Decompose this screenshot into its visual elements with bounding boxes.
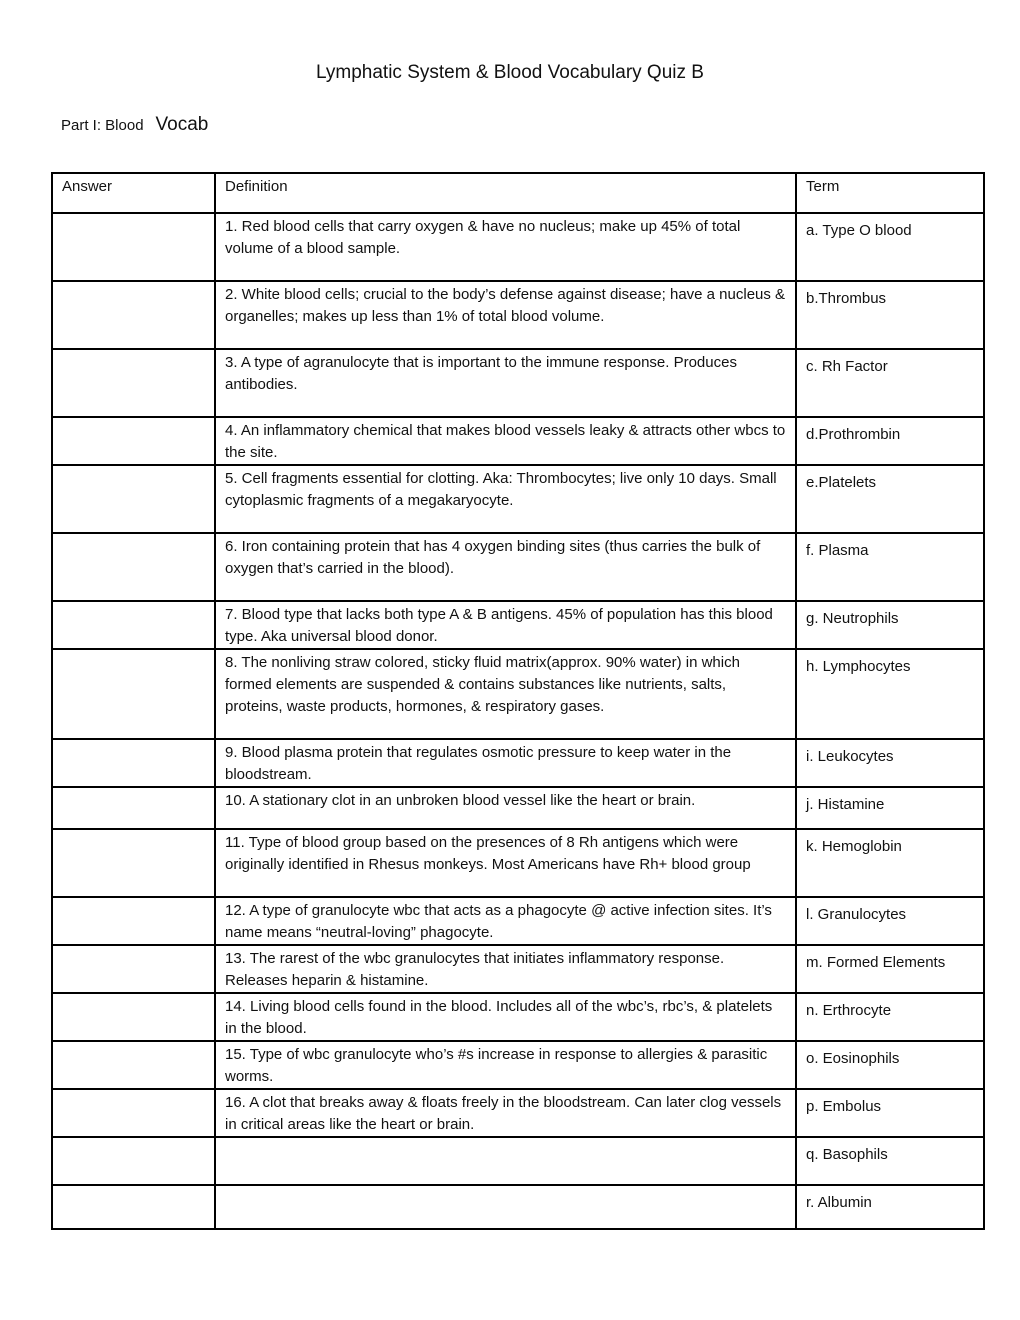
term-cell: m. Formed Elements bbox=[796, 945, 984, 993]
answer-cell[interactable] bbox=[52, 465, 215, 533]
definition-header: Definition bbox=[215, 173, 796, 213]
term-cell: c. Rh Factor bbox=[796, 349, 984, 417]
definition-cell: 8. The nonliving straw colored, sticky fluid matrix(approx. 90% water) in which formed elements are suspended & contains substances like nutrients, salts, proteins, waste products, hormones, & respiratory gases. bbox=[215, 649, 796, 739]
term-cell: i. Leukocytes bbox=[796, 739, 984, 787]
definition-cell: 3. A type of agranulocyte that is important to the immune response. Produces antibodies. bbox=[215, 349, 796, 417]
table-row bbox=[52, 533, 984, 601]
answer-cell[interactable] bbox=[52, 601, 215, 649]
term-cell: o. Eosinophils bbox=[796, 1041, 984, 1089]
table-row bbox=[52, 465, 984, 533]
term-cell: j. Histamine bbox=[796, 787, 984, 829]
table-row bbox=[52, 945, 984, 993]
answer-cell[interactable] bbox=[52, 649, 215, 739]
term-cell: e.Platelets bbox=[796, 465, 984, 533]
answer-header: Answer bbox=[52, 173, 215, 213]
answer-cell[interactable] bbox=[52, 1185, 215, 1229]
page-title: Lymphatic System & Blood Vocabulary Quiz B bbox=[316, 62, 704, 83]
definition-cell: 15. Type of wbc granulocyte who’s #s increase in response to allergies & parasitic worms. bbox=[215, 1041, 796, 1089]
term-cell: k. Hemoglobin bbox=[796, 829, 984, 897]
table-row bbox=[52, 1041, 984, 1089]
section-emphasis: Vocab bbox=[155, 114, 209, 135]
definition-cell: 12. A type of granulocyte wbc that acts as a phagocyte @ active infection sites. It’s name means “neutral-loving” phagocyte. bbox=[215, 897, 796, 945]
answer-cell[interactable] bbox=[52, 993, 215, 1041]
answer-cell[interactable] bbox=[52, 1137, 215, 1185]
table-row bbox=[52, 649, 984, 739]
section-label: Part I: Blood bbox=[61, 117, 144, 134]
table-row bbox=[52, 281, 984, 349]
answer-cell[interactable] bbox=[52, 945, 215, 993]
table-row bbox=[52, 1089, 984, 1137]
definition-cell: 5. Cell fragments essential for clotting. Aka: Thrombocytes; live only 10 days. Small cytoplasmic fragments of a megakaryocyte. bbox=[215, 465, 796, 533]
definition-cell bbox=[215, 1185, 796, 1229]
answer-cell[interactable] bbox=[52, 281, 215, 349]
term-header: Term bbox=[796, 173, 984, 213]
answer-cell[interactable] bbox=[52, 897, 215, 945]
table-row bbox=[52, 213, 984, 281]
term-cell: r. Albumin bbox=[796, 1185, 984, 1229]
answer-cell[interactable] bbox=[52, 829, 215, 897]
table-row bbox=[52, 787, 984, 829]
definition-cell: 7. Blood type that lacks both type A & B antigens. 45% of population has this blood type. Aka universal blood donor. bbox=[215, 601, 796, 649]
table-header-row bbox=[52, 173, 984, 213]
table-row bbox=[52, 1137, 984, 1185]
definition-cell: 1. Red blood cells that carry oxygen & have no nucleus; make up 45% of total volume of a blood sample. bbox=[215, 213, 796, 281]
definition-cell: 16. A clot that breaks away & floats freely in the bloodstream. Can later clog vessels in critical areas like the heart or brain. bbox=[215, 1089, 796, 1137]
table-row bbox=[52, 739, 984, 787]
term-cell: h. Lymphocytes bbox=[796, 649, 984, 739]
table-row bbox=[52, 993, 984, 1041]
term-cell: q. Basophils bbox=[796, 1137, 984, 1185]
term-cell: p. Embolus bbox=[796, 1089, 984, 1137]
definition-cell: 14. Living blood cells found in the blood. Includes all of the wbc’s, rbc’s, & platelets in the blood. bbox=[215, 993, 796, 1041]
table-row bbox=[52, 829, 984, 897]
section-heading bbox=[61, 114, 208, 136]
table-row bbox=[52, 897, 984, 945]
table-row bbox=[52, 1185, 984, 1229]
definition-cell: 9. Blood plasma protein that regulates osmotic pressure to keep water in the bloodstream. bbox=[215, 739, 796, 787]
term-cell: a. Type O blood bbox=[796, 213, 984, 281]
table-row bbox=[52, 349, 984, 417]
answer-cell[interactable] bbox=[52, 1041, 215, 1089]
definition-cell: 11. Type of blood group based on the presences of 8 Rh antigens which were originally identified in Rhesus monkeys. Most Americans have Rh+ blood group bbox=[215, 829, 796, 897]
term-cell: b.Thrombus bbox=[796, 281, 984, 349]
answer-cell[interactable] bbox=[52, 417, 215, 465]
answer-cell[interactable] bbox=[52, 1089, 215, 1137]
definition-cell: 6. Iron containing protein that has 4 oxygen binding sites (thus carries the bulk of oxygen that’s carried in the blood). bbox=[215, 533, 796, 601]
term-cell: d.Prothrombin bbox=[796, 417, 984, 465]
term-cell: l. Granulocytes bbox=[796, 897, 984, 945]
table-row bbox=[52, 417, 984, 465]
answer-cell[interactable] bbox=[52, 213, 215, 281]
definition-cell: 10. A stationary clot in an unbroken blood vessel like the heart or brain. bbox=[215, 787, 796, 829]
table-row bbox=[52, 601, 984, 649]
vocab-table bbox=[51, 172, 985, 1230]
answer-cell[interactable] bbox=[52, 349, 215, 417]
answer-cell[interactable] bbox=[52, 533, 215, 601]
term-cell: f. Plasma bbox=[796, 533, 984, 601]
definition-cell bbox=[215, 1137, 796, 1185]
term-cell: g. Neutrophils bbox=[796, 601, 984, 649]
answer-cell[interactable] bbox=[52, 787, 215, 829]
term-cell: n. Erthrocyte bbox=[796, 993, 984, 1041]
answer-cell[interactable] bbox=[52, 739, 215, 787]
definition-cell: 2. White blood cells; crucial to the body’s defense against disease; have a nucleus & organelles; makes up less than 1% of total blood volume. bbox=[215, 281, 796, 349]
definition-cell: 13. The rarest of the wbc granulocytes that initiates inflammatory response. Releases heparin & histamine. bbox=[215, 945, 796, 993]
definition-cell: 4. An inflammatory chemical that makes blood vessels leaky & attracts other wbcs to the site. bbox=[215, 417, 796, 465]
